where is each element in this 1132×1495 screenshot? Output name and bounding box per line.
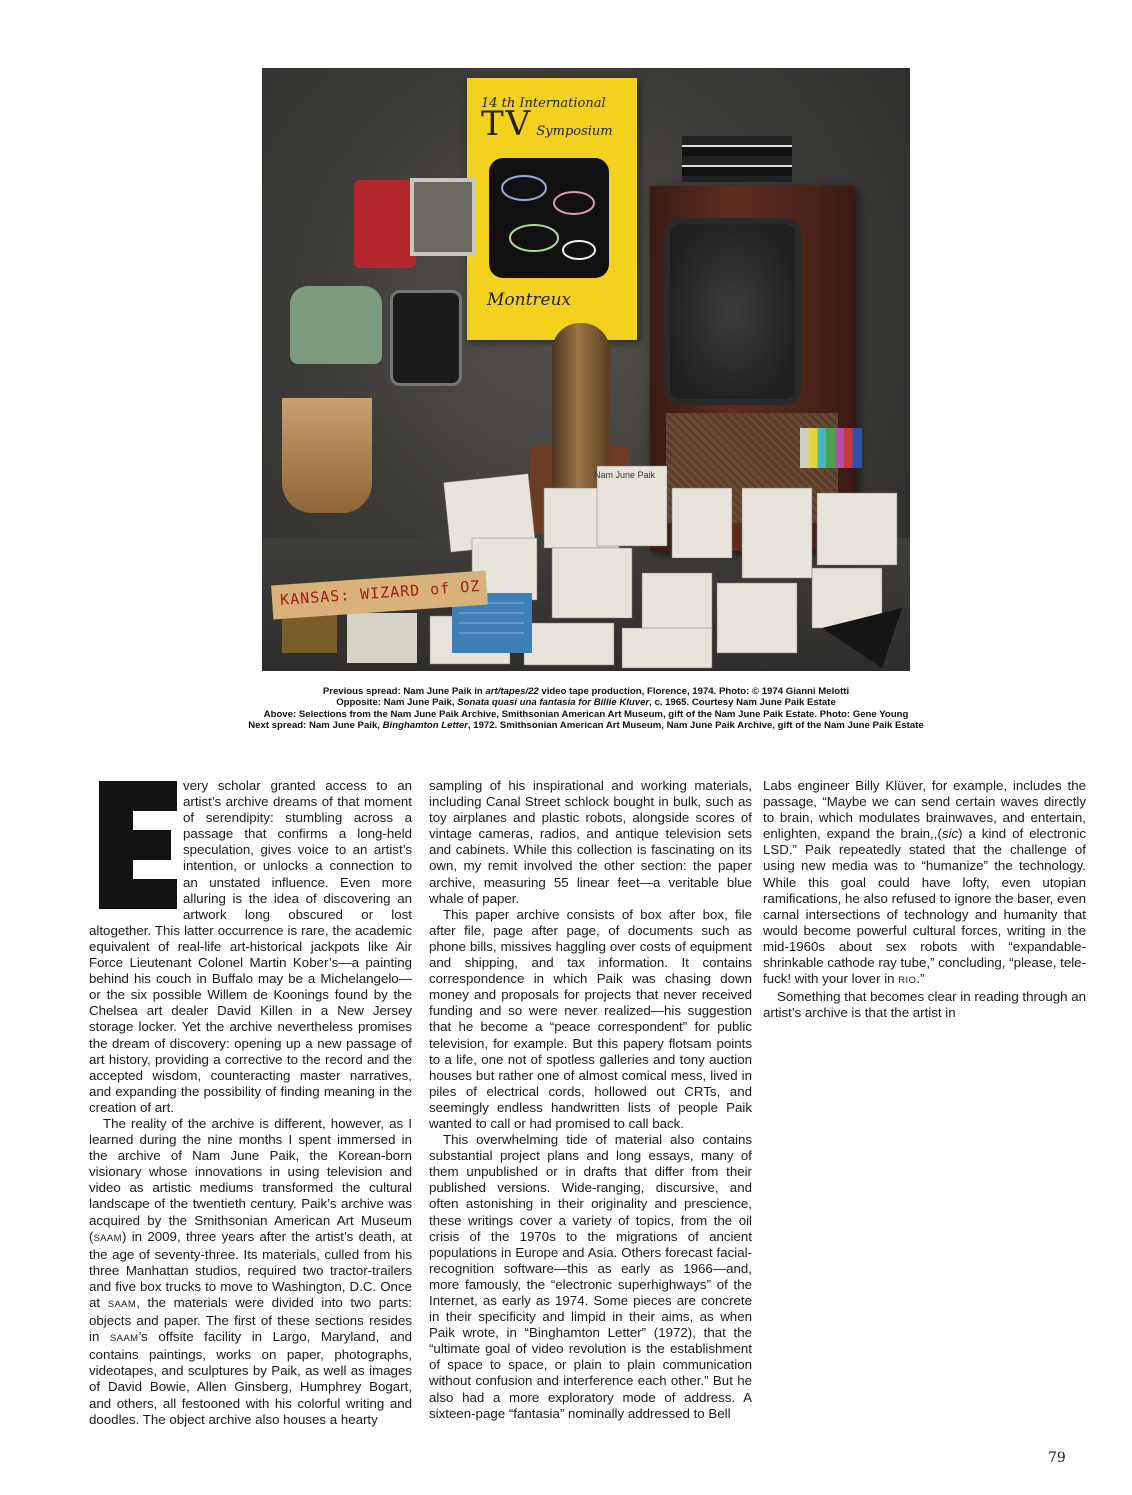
caption-text: Opposite: Nam June Paik, xyxy=(336,697,458,709)
paragraph-1 xyxy=(89,778,412,1116)
archive-photograph xyxy=(262,68,910,671)
paragraph-text: This paper archive consists of box after box, file after file, page after page, of documents such as phone bills, missives haggling over costs of equipment and shipping, and tax information. It contains correspondence in which Paik was chasing down money and proposals for projects that never received funding and so were never realized—his suggestion that he become a “peace correspondent” for public television, for example. But this papery flotsam points to a life, one not of spotless galleries and tony auction houses but rather one of almost comical mess, lived in piles of electrical cords, hollowed out CRTs, and seemingly endless handwritten lists of people Paik wanted to call or had promised to call back. xyxy=(429,906,752,1131)
drop-cap-glyph xyxy=(89,781,177,909)
paragraph-text: Something that becomes clear in reading through an artist’s archive is that the artist in xyxy=(763,989,1086,1021)
paragraph-text: The reality of the archive is different, however, as I learned during the nine months I spent immersed in the archive of Nam June Paik, the Korean-born visionary whose innovations in using television and video as artistic mediums transformed the cultural landscape of the twentieth century. Paik’s archive was acquired by the Smithsonian American Art Museum ( xyxy=(89,1115,412,1244)
paragraph-text: very scholar granted access to an artist’s archive dreams of that moment of serendipity: stumbling across a passage that confirms a long-held speculation, gives voice to an artist’s intention, or unlocks a connection to an unstated influence. Even more alluring is the idea of discovering an artwork long obscured or lost altogether. This latter occurrence is rare, the academic equivalent of real-life art-historical jackpots like Air Force Lieutenant Colonel Martin Kober’s—a painting behind his couch in Buffalo may be a Michelangelo—or the six possible Willem de Koonings found by the Chelsea art dealer David Killen in a New Jersey storage locker. Yet the archive nevertheless promises the dream of discovery: opening up a new passage of art history, providing a corrective to the record and the accepted wisdom, counteracting master narratives, and expanding the possibility of finding meaning in the creation of art. xyxy=(89,778,412,1115)
paragraph-4 xyxy=(429,1132,752,1422)
photo-captions xyxy=(150,686,1022,732)
paragraph-text: Labs engineer Billy Klüver, for example, includes the passage, “Maybe we can send certain waves directly to brain, which modulates brainwaves, and entertain, enlighten, expand the brain,,( xyxy=(763,778,1086,842)
caption-opposite xyxy=(150,697,1022,708)
caption-text: Above: Selections from the Nam June Paik Archive, Smithsonian American Art Museum, gift of the Nam June Paik Estate. Photo: Gene Young xyxy=(263,708,909,720)
caption-text: , c. 1965. Courtesy Nam June Paik Estate xyxy=(649,697,836,709)
paper-label: Nam June Paik xyxy=(594,470,656,480)
paragraph-3 xyxy=(429,907,752,1132)
caption-text: video tape production, Florence, 1974. Photo: © 1974 Gianni Melotti xyxy=(538,686,850,697)
poster-line-2: TV xyxy=(481,104,533,144)
poster-footer: Montreux xyxy=(487,290,572,310)
caption-title: Sonata quasi una fantasia for Billie Kluver xyxy=(457,697,650,709)
drop-cap-letter xyxy=(89,778,90,779)
text-column-1 xyxy=(89,778,412,1428)
paragraph-text: , the materials were divided into two parts: objects and paper. The first of these sections resides in xyxy=(89,1295,412,1345)
paragraph-2 xyxy=(89,1116,412,1428)
text-column-2 xyxy=(429,778,752,1422)
paragraph-text: .” xyxy=(916,971,925,987)
small-caps-saam: SAAM xyxy=(93,1232,122,1244)
sic-italic: sic xyxy=(941,826,959,842)
paragraph-text: ) in 2009, three years after the artist’s death, at the age of seventy-three. Its materials, culled from his three Manhattan studios, required two tractor-trailers and five box trucks to move to Washington, D.C. Once at xyxy=(89,1228,412,1310)
text-column-3 xyxy=(763,778,1086,1021)
caption-title: art/tapes/22 xyxy=(485,686,539,697)
paragraph-2 xyxy=(429,778,752,907)
paragraph-4 xyxy=(763,778,1086,989)
caption-text: Previous spread: Nam June Paik in xyxy=(322,686,486,697)
page-number: 79 xyxy=(1048,1450,1066,1466)
small-caps-rio: RIO xyxy=(898,975,917,987)
poster-line-3: Symposium xyxy=(536,124,613,139)
paragraph-text: ’s offsite facility in Largo, Maryland, and contains paintings, works on paper, photographs, videotapes, and sculptures by Paik, as well as images of David Bowie, Allen Ginsberg, Humphrey Bogart, and others, all festooned with his colorful writing and doodles. The object archive also houses a hearty xyxy=(89,1329,413,1427)
caption-text: Next spread: Nam June Paik, xyxy=(248,720,383,732)
paragraph-text: This overwhelming tide of material also contains substantial project plans and long essays, many of them unpublished or in drafts that differ from their published versions. Wide-ranging, discursive, and often astonishing in their originality and prescience, these writings cover a variety of topics, from the oil crisis of the 1970s to the migrations of ancient populations in Europe and Asia. Others forecast facial-recognition software—this as early as 1966—and, more famously, the “electronic superhighways” of the Internet, as early as 1974. Some pieces are concrete in their specificity and limpid in their aims, as when Paik wrote, in “Binghamton Letter” (1972), that the “ultimate goal of video revolution is the establishment of space to space, or plain to plain communication without confusion and interference each other.” But he also had a more exploratory mode of address. A sixteen-page “fantasia” nominally addressed to Bell xyxy=(429,1132,752,1421)
paragraph-text: sampling of his inspirational and working materials, including Canal Street schlock bought in bulk, such as toy airplanes and plastic robots, alongside scores of vintage cameras, radios, and antique television sets and cabinets. While this collection is fascinating on its own, my remit involved the other section: the paper archive, measuring 55 linear feet—a veritable blue whale of paper. xyxy=(429,778,752,906)
caption-next-spread xyxy=(150,720,1022,731)
caption-above xyxy=(150,709,1022,720)
small-caps-saam: SAAM xyxy=(107,1299,137,1310)
sign-text: KANSAS: WIZARD of OZ xyxy=(279,576,481,609)
paragraph-text: ) a kind of electronic LSD.” Paik repeatedly stated that the challenge of using new media was to “humanize” the technology. While this goal could have lofty, even utopian ramifications, he also refused to ignore the baser, even carnal intersections of technology and humanity that would become powerful cultural forces, writing in the mid-1960s about sex robots with “expandable-shrinkable cathode ray tube,” concluding, “please, tele-fuck! with your lover in xyxy=(763,826,1087,987)
poster-line-1: 14 th International xyxy=(481,96,606,111)
caption-title: Binghamton Letter xyxy=(382,720,468,732)
drop-cap-e xyxy=(89,781,177,909)
caption-previous-spread xyxy=(150,686,1022,697)
paragraph-5 xyxy=(763,989,1086,1021)
caption-text: , 1972. Smithsonian American Art Museum, Nam June Paik Archive, gift of the Nam June Paik Estate xyxy=(467,720,924,732)
small-caps-saam: SAAM xyxy=(109,1333,139,1345)
